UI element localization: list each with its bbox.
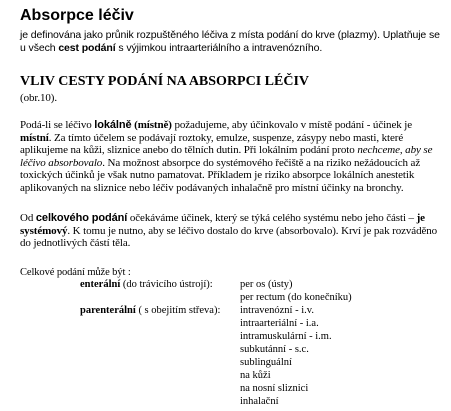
p1-italic: nechceme, aby se léčivo absorbovalo — [20, 144, 433, 169]
p1-text: . Na možnost absorpce do systémového řečiště a na riziko nežádoucích až toxických účinků je však nutno pamatovat. Příkladem je riziko absorpce lokálních anestetik aplikovaných na sliznice nebo léčiv podávaných inhalačně pro místní účinky na bronchy. — [20, 156, 421, 194]
list-item: sublinguální — [240, 357, 292, 368]
enteral-bold: enterální — [80, 279, 121, 290]
section-heading: VLIV CESTY PODÁNÍ NA ABSORPCI LÉČIV — [20, 74, 310, 89]
intro-paragraph — [20, 29, 444, 54]
list-item: na nosní sliznici — [240, 383, 309, 394]
local-administration-paragraph — [20, 119, 444, 194]
enteral-note: (do trávicího ústrojí): — [120, 279, 213, 290]
list-item: subkutánní - s.c. — [240, 344, 309, 355]
list-item: intravenózní - i.v. — [240, 305, 314, 316]
section-reference: (obr.10). — [20, 92, 57, 104]
p2-bold-systemovy: je systémový — [20, 212, 425, 237]
list-item: per os (ústy) — [240, 279, 293, 290]
list-intro: Celkové podání může být : — [20, 267, 131, 278]
list-item: intramuskulární - i.m. — [240, 331, 332, 342]
p1-text: požadujeme, aby účinkovalo v místě podání - účinek je — [171, 119, 413, 131]
intro-line-1: je definována jako průnik rozpuštěného léčiva z místa podání do krve (plazmy). Uplatňuje se — [20, 29, 440, 41]
p2-bold-celkove: celkového podání — [35, 212, 128, 224]
list-item: inhalační — [240, 396, 279, 407]
p2-text: . K tomu je nutno, aby se léčivo dostalo do krve (absorbovalo). Krví je pak rozváděno do jednotlivých částí těla. — [20, 224, 438, 249]
list-item: intraarteriální - i.a. — [240, 318, 319, 329]
p1-bold-mistni: místní — [20, 131, 49, 144]
parenteral-note: ( s obejitím střeva): — [135, 305, 221, 316]
parenteral-bold: parenterální — [80, 305, 136, 316]
intro-line-2b: s výjimkou intraarteriálního a intravenózního. — [115, 41, 323, 54]
page-title: Absorpce léčiv — [20, 7, 134, 24]
systemic-administration-paragraph — [20, 212, 444, 250]
parenteral-label — [80, 305, 220, 317]
list-item: na kůži — [240, 370, 271, 381]
list-item: per rectum (do konečníku) — [240, 292, 352, 303]
p1-bold-local: lokálně — [94, 119, 132, 131]
p1-text: . Za tímto účelem se podávají roztoky, emulze, suspenze, zásypy nebo masti, které aplikujeme na kůži, sliznice anebo do tělních dutin. Při lokálním podání proto — [20, 131, 404, 156]
enteral-label — [80, 279, 213, 291]
p2-text: Od — [20, 212, 36, 224]
intro-line-2a: u všech — [20, 41, 59, 54]
p2-text: očekáváme účinek, který se týká celého systému nebo jeho části – — [127, 212, 417, 224]
p1-text: Podá-li se léčivo — [20, 119, 95, 131]
intro-bold: cest podání — [58, 41, 116, 54]
p1-bold-mistne: (místně) — [131, 119, 172, 131]
